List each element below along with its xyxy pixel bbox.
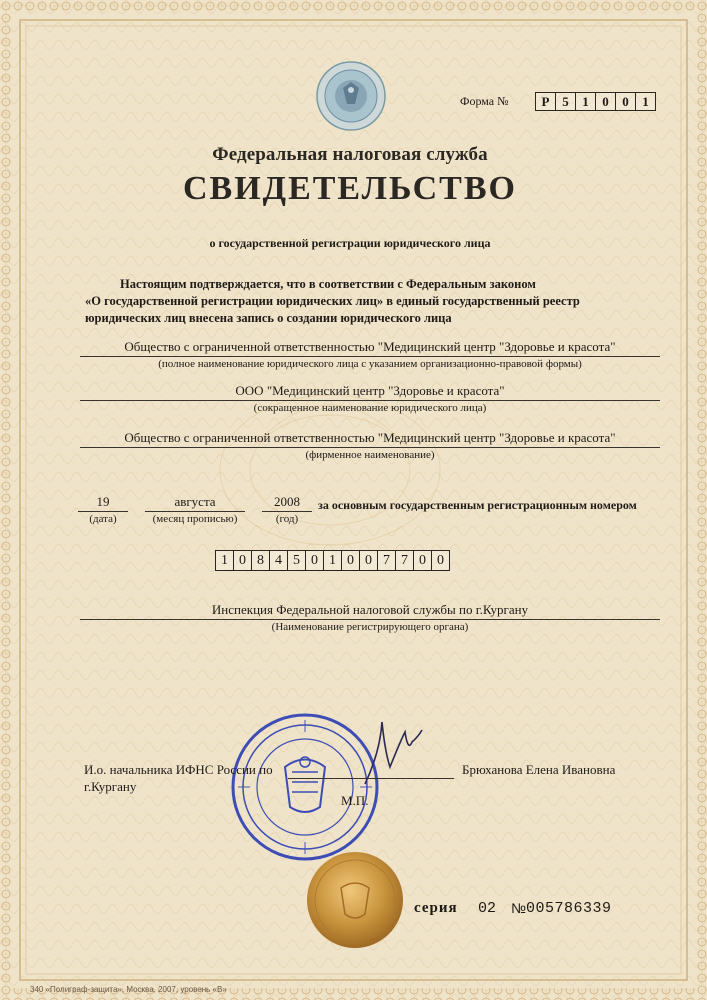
full-name-line (80, 356, 660, 357)
date-month: августа (174, 494, 216, 509)
hologram-emblem (315, 60, 387, 132)
date-day-caption: (дата) (89, 513, 117, 525)
authority-name: Инспекция Федеральной налоговой службы по г.Кургану (211, 602, 529, 617)
regno-cell: 1 (323, 550, 342, 571)
firm-name-value: Общество с ограниченной ответственностью "Медицинский центр "Здоровье и красота" (124, 430, 616, 445)
statement-line1: Настоящим подтверждается, что в соответствии с Федеральным законом (120, 277, 536, 291)
regno-cell: 4 (269, 550, 288, 571)
form-cell: Р (535, 92, 556, 111)
number-sign: № (511, 900, 527, 916)
regno-cell: 0 (305, 550, 324, 571)
signer-position-line1: И.о. начальника ИФНС России по (84, 762, 273, 777)
regno-cell: 1 (215, 550, 234, 571)
registration-number-boxes (216, 550, 450, 571)
regno-cell: 0 (233, 550, 252, 571)
service-name: Федеральная налоговая служба (212, 144, 488, 165)
form-cell: 0 (615, 92, 636, 111)
regno-cell: 8 (251, 550, 270, 571)
regno-cell: 0 (431, 550, 450, 571)
form-cell: 5 (555, 92, 576, 111)
series-number: 02 (478, 900, 497, 917)
date-day: 19 (96, 494, 110, 509)
short-name-line (80, 400, 660, 401)
signer-position-line2: г.Кургану (84, 779, 137, 794)
short-name-value: ООО "Медицинский центр "Здоровье и красота" (235, 383, 505, 398)
signer-name: Брюханова Елена Ивановна (462, 762, 616, 777)
signature-scribble (360, 712, 440, 792)
foil-seal (305, 850, 405, 950)
regno-cell: 0 (359, 550, 378, 571)
statement-line2: «О государственной регистрации юридических лиц» в единый государственный реестр (85, 294, 580, 308)
authority-caption: (Наименование регистрирующего органа) (271, 621, 469, 633)
regno-cell: 7 (377, 550, 396, 571)
statement-line3: юридических лиц внесена запись о создании юридического лица (85, 311, 452, 325)
form-cell: 1 (575, 92, 596, 111)
date-month-caption: (месяц прописью) (152, 513, 238, 525)
full-name-value: Общество с ограниченной ответственностью "Медицинский центр "Здоровье и красота" (124, 339, 616, 354)
firm-name-line (80, 447, 660, 448)
form-cell: 0 (595, 92, 616, 111)
mp-label: М.П. (341, 793, 369, 808)
regno-cell: 0 (413, 550, 432, 571)
date-day-line (78, 511, 128, 512)
firm-name-caption: (фирменное наименование) (305, 449, 435, 461)
certificate-title: СВИДЕТЕЛЬСТВО (183, 170, 517, 207)
date-year-caption: (год) (275, 513, 299, 525)
form-number-boxes (536, 92, 656, 111)
short-name-caption: (сокращенное наименование юридического лица) (253, 402, 487, 414)
form-label: Форма № (460, 94, 509, 108)
regno-cell: 5 (287, 550, 306, 571)
date-year-line (262, 511, 312, 512)
signature-line (288, 778, 454, 779)
date-month-line (145, 511, 245, 512)
form-cell: 1 (635, 92, 656, 111)
full-name-caption: (полное наименование юридического лица с указанием организационно-правовой формы) (158, 358, 582, 370)
date-year: 2008 (274, 494, 300, 509)
printer-footer: 340 «Полиграф-защита», Москва, 2007, уровень «В» (30, 985, 227, 994)
regno-cell: 0 (341, 550, 360, 571)
series-label: серия (414, 900, 458, 916)
certificate-number: 005786339 (526, 900, 612, 917)
certificate-subtitle: о государственной регистрации юридического лица (209, 236, 491, 250)
registration-number-label: за основным государственным регистрационным номером (318, 498, 637, 512)
authority-line (80, 619, 660, 620)
regno-cell: 7 (395, 550, 414, 571)
